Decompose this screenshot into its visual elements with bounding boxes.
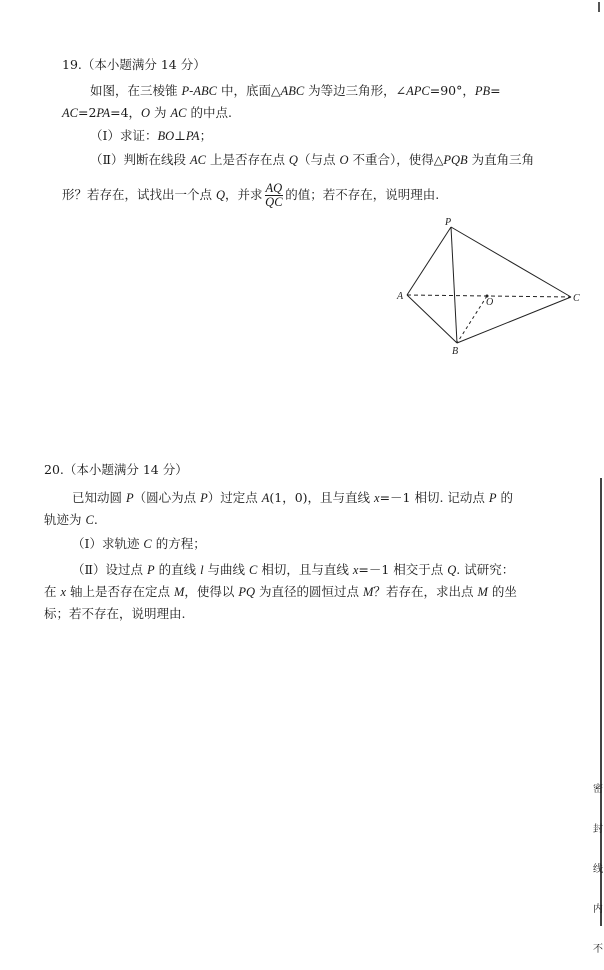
edge-pa (407, 227, 451, 295)
label-p: P (445, 217, 452, 228)
binding-mark: 线 (593, 864, 603, 875)
binding-mark: 密 (593, 784, 603, 795)
q20-line1: 已知动圆 P（圆心为点 P）过定点 A(1，0)，且与直线 x=－1 相切. 记动点 P 的 (72, 490, 514, 505)
q19-header: 19.（本小题满分 14 分） (62, 57, 206, 72)
edge-ab (407, 295, 457, 343)
q20-part2: （Ⅱ）设过点 P 的直线 l 与曲线 C 相切，且与直线 x=－1 相交于点 Q. 试研究： (72, 562, 515, 577)
q20-part1: （Ⅰ）求轨迹 C 的方程； (72, 536, 206, 551)
label-b: B (452, 346, 459, 355)
edge-pc (451, 227, 571, 297)
corner-mark (598, 2, 600, 12)
label-o: O (486, 297, 494, 308)
ratio-fraction: $\frac{AQ}{QC}$ (265, 181, 283, 209)
binding-margin-text (592, 770, 604, 970)
q20-part2-end: 标；若不存在，说明理由. (44, 606, 186, 621)
segment-ob-hidden (457, 296, 487, 343)
edge-pb (451, 227, 457, 343)
q20-line2: 轨迹为 C. (44, 512, 98, 527)
edge-bc (457, 297, 571, 343)
binding-mark: 封 (593, 824, 603, 835)
q20-header: 20.（本小题满分 14 分） (44, 462, 188, 477)
q19-part2: （Ⅱ）判断在线段 AC 上是否存在点 Q（与点 O 不重合），使得△PQB 为直角三角 (90, 152, 535, 167)
q19-part2-cont: 形？若存在，试找出一个点 Q，并求 $\frac{AQ}{QC}$ 的值；若不存在，说明理由. (62, 181, 440, 209)
q19-part1: （Ⅰ）求证：BO⊥PA； (90, 128, 213, 143)
label-c: C (573, 293, 580, 304)
q19-line2: AC=2PA=4，O 为 AC 的中点. (62, 105, 232, 120)
tetrahedron-figure (395, 215, 585, 355)
q20-part2-cont: 在 x 轴上是否存在定点 M，使得以 PQ 为直径的圆恒过点 M？若存在，求出点 M 的坐 (44, 584, 517, 599)
label-a: A (397, 291, 404, 302)
binding-mark: 不 (593, 944, 603, 955)
binding-mark: 内 (593, 904, 603, 915)
q19-line1: 如图，在三棱锥 P-ABC 中，底面△ABC 为等边三角形，∠APC=90°，PB= (90, 83, 501, 98)
